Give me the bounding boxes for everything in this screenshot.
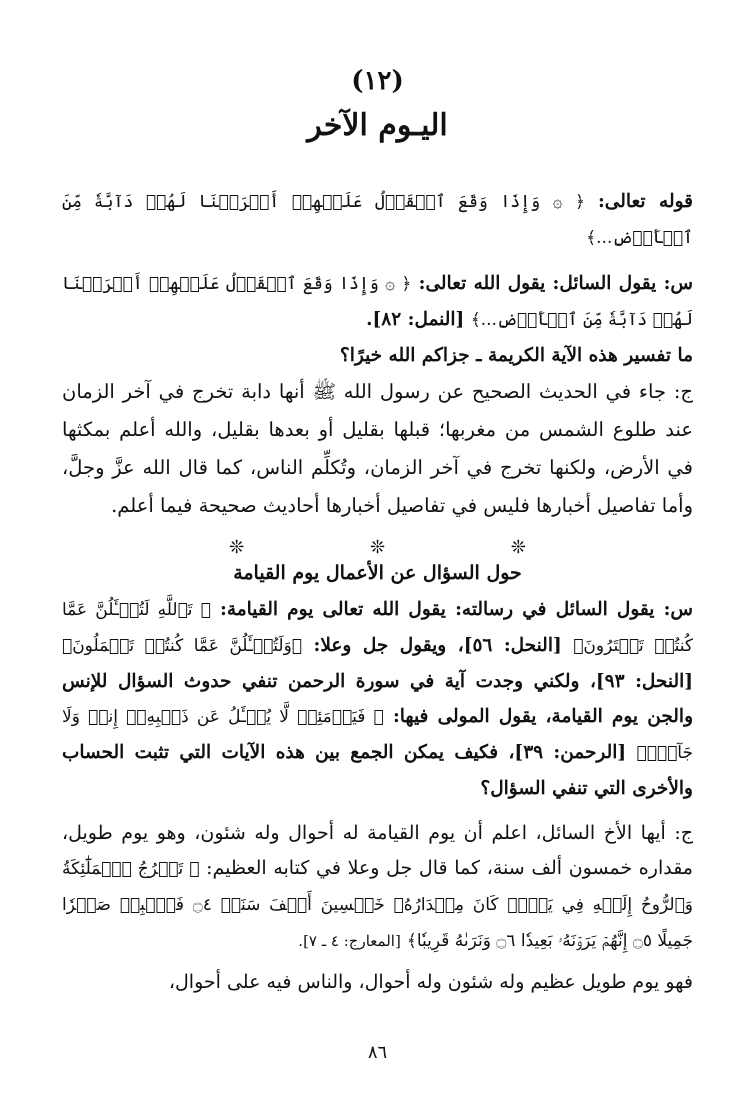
verse-heading-label: قوله تعالى: [597, 191, 693, 212]
section-title: حول السؤال عن الأعمال يوم القيامة [233, 562, 522, 584]
question-2-ref-3: [الرحمن: ٣٩]، فكيف يمكن الجمع بين هذه الآيات التي تثبت الحساب والأخرى التي تنفي السؤال؟ [62, 742, 693, 799]
question-2-verse-3: ﴿ فَيَوۡمَئِذٖ لَّا يُسۡـَٔلُ عَن ذَنۢبِهِۦٓ إِنسٞ وَلَا جَآنّٞ﴾ [62, 707, 693, 763]
page-number: ٨٦ [367, 1042, 388, 1063]
question-2-verse-1: ﴿ تَٱللَّهِ لَتُسۡـَٔلُنَّ عَمَّا كُنتُمۡ تَفۡتَرُونَ﴾ [62, 600, 693, 656]
question-2-ref-1: [النحل: ٥٦]، ويقول جل وعلا: [313, 635, 562, 656]
chapter-number: (١٢) [351, 66, 404, 96]
question-2 [62, 592, 693, 806]
answer-2-ref: [المعارج: ٤ ـ ٧]. [298, 932, 401, 950]
question-1-line2: ما تفسير هذه الآية الكريمة ـ جزاكم الله خيرًا؟ [339, 345, 693, 366]
chapter-title: اليـوم الآخر [307, 108, 448, 143]
section-separator: ❊ ❊ ❊ [229, 537, 586, 558]
answer-2-text: ج: أيها الأخ السائل، اعلم أن يوم القيامة له أحوال وله شئون، وهو يوم طويل، مقداره خمسون ألف سنة، كما قال جل وعلا في كتابه العظيم: [62, 822, 693, 879]
question-2-verse-2: ﴿وَلَتُسۡـَٔلُنَّ عَمَّا كُنتُمۡ تَعۡمَلُونَ﴾ [62, 636, 303, 656]
page-content [62, 184, 693, 1000]
question-1 [62, 266, 693, 338]
answer-1: ج: جاء في الحديث الصحيح عن رسول الله ﷺ أنها دابة تخرج في آخر الزمان عند طلوع الشمس من مغربها؛ قبلها بقليل أو بعدها بقليل، والله أعلم بمكثها في الأرض، ولكنها تخرج في آخر الزمان، وتُكلِّم الناس، كما قال الله عزَّ وجلَّ، وأما تفاصيل أخبارها فليس في تفاصيل أخبارها أحاديث صحيحة فيما أعلم. [62, 380, 693, 517]
question-2-ref-2: [النحل: ٩٣]، ولكني وجدت آية في سورة الرحمن تنفي حدوث السؤال للإنس والجن يوم القيامة، يقول المولى فيها: [62, 671, 693, 727]
question-1-ref: [النمل: ٨٢]. [366, 309, 465, 330]
answer-2 [62, 816, 693, 959]
question-2-part-a: س: يقول السائل في رسالته: يقول الله تعالى يوم القيامة: [220, 599, 693, 620]
question-1-verse: ﴿ ۞ وَإِذَا وَقَعَ ٱلۡقَوۡلُ عَلَيۡهِمۡ أَخۡرَجۡنَا لَهُمۡ دَآبَّةٗ مِّنَ ٱلۡأَرۡضِ...﴾ [62, 274, 693, 330]
answer-2-verse: ﴿ تَعۡرُجُ ٱلۡمَلَٰٓئِكَةُ وَٱلرُّوحُ إِلَيۡهِ فِي يَوۡمٖ كَانَ مِقۡدَارُهُۥ خَمۡسِينَ أَلۡفَ سَنَةٖ ۝٤ فَٱصۡبِرۡ صَبۡرٗا جَمِيلًا ۝٥ إِنَّهُمۡ يَرَوۡنَهُۥ بَعِيدٗا ۝٦ وَنَرَىٰهُ قَرِيبٗا﴾ [62, 859, 693, 951]
verse-heading-quote: ﴿ ۞ وَإِذَا وَقَعَ ٱلۡقَوۡلُ عَلَيۡهِمۡ أَخۡرَجۡنَا لَهُمۡ دَآبَّةٗ مِّنَ ٱلۡأَرۡضِ...﴾ [62, 192, 693, 248]
answer-2-last-line: فهو يوم طويل عظيم وله شئون وله أحوال، والناس فيه على أحوال، [168, 971, 693, 993]
question-1-prefix: س: يقول السائل: يقول الله تعالى: [418, 273, 693, 294]
verse-heading [62, 184, 693, 256]
